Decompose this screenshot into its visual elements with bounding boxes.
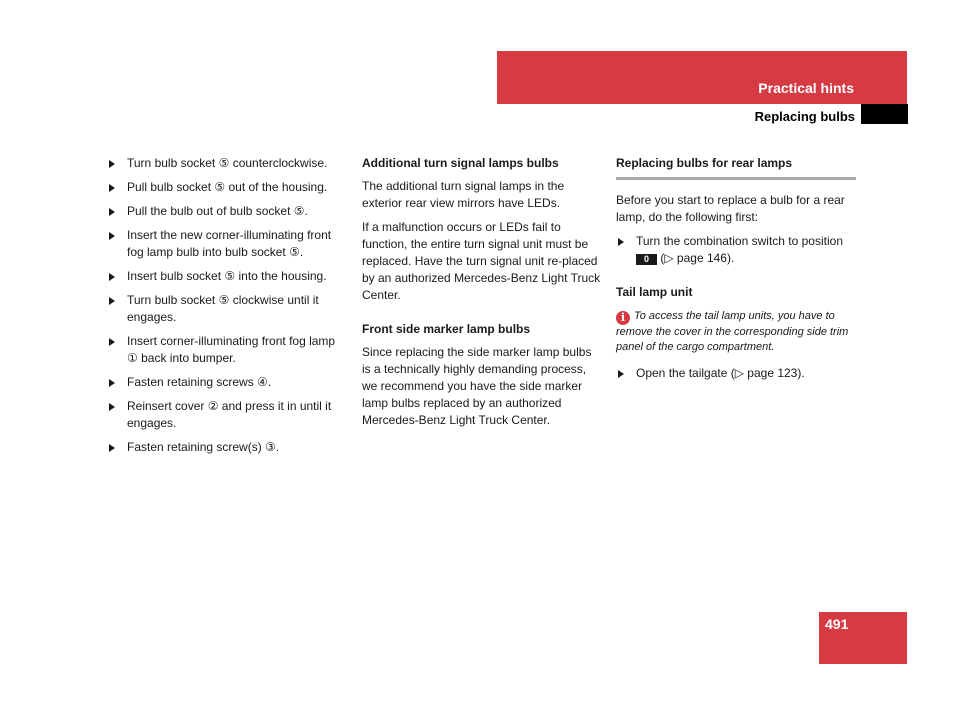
instruction-list [107,155,349,456]
switch-position-key: 0 [636,254,657,265]
page-number: 491 [825,616,849,632]
subsection-title: Replacing bulbs [754,109,855,124]
bullet-arrow-icon [109,379,115,387]
heading-rear-lamps: Replacing bulbs for rear lamps [616,155,856,180]
list-item: Turn the combination switch to position 0 (▷ page 146). [616,233,856,267]
section-title: Practical hints [758,80,854,96]
column-rear-lamps [616,155,856,389]
list-item: Insert corner-illuminating front fog lamp ① back into bumper. [107,333,349,367]
section-tab [861,104,908,124]
column-instructions [107,155,349,463]
paragraph: Since replacing the side marker lamp bulbs is a technically highly demanding process, we recommend you have the side marker lamp bulbs replaced by an authorized Mercedes-Benz Light Truck Center. [362,345,592,427]
bullet-arrow-icon [618,370,624,378]
bullet-arrow-icon [618,238,624,246]
bullet-arrow-icon [109,444,115,452]
list-item: Fasten retaining screws ④. [107,374,349,391]
info-icon: i [616,311,630,325]
list-item: Insert bulb socket ⑤ into the housing. [107,268,349,285]
bullet-arrow-icon [109,403,115,411]
list-item: Fasten retaining screw(s) ③. [107,439,349,456]
info-note: i To access the tail lamp units, you have to remove the cover in the corresponding side trim panel of the cargo compartment. [616,310,849,353]
bullet-arrow-icon [109,160,115,168]
instruction-list [616,233,856,267]
column-turn-signal-and-marker [362,155,602,436]
list-item: Turn bulb socket ⑤ clockwise until it engages. [107,292,349,326]
list-item: Pull bulb socket ⑤ out of the housing. [107,179,349,196]
instruction-list [616,365,856,382]
bullet-arrow-icon [109,184,115,192]
heading-turn-signal: Additional turn signal lamps bulbs [362,156,559,170]
list-item: Turn bulb socket ⑤ counterclockwise. [107,155,349,172]
list-item: Open the tailgate (▷ page 123). [616,365,856,382]
heading-side-marker: Front side marker lamp bulbs [362,322,531,336]
paragraph: If a malfunction occurs or LEDs fail to function, the entire turn signal unit must be replaced. Have the turn signal unit re-placed by an authorized Mercedes-Benz Light Truck Center. [362,220,601,302]
paragraph: The additional turn signal lamps in the exterior rear view mirrors have LEDs. [362,179,565,210]
list-item: Pull the bulb out of bulb socket ⑤. [107,203,349,220]
bullet-arrow-icon [109,208,115,216]
paragraph: Before you start to replace a bulb for a rear lamp, do the following first: [616,193,845,224]
list-item: Insert the new corner-illuminating front fog lamp bulb into bulb socket ⑤. [107,227,349,261]
bullet-arrow-icon [109,232,115,240]
list-item: Reinsert cover ② and press it in until it engages. [107,398,349,432]
heading-tail-lamp: Tail lamp unit [616,285,693,299]
bullet-arrow-icon [109,297,115,305]
bullet-arrow-icon [109,338,115,346]
bullet-arrow-icon [109,273,115,281]
